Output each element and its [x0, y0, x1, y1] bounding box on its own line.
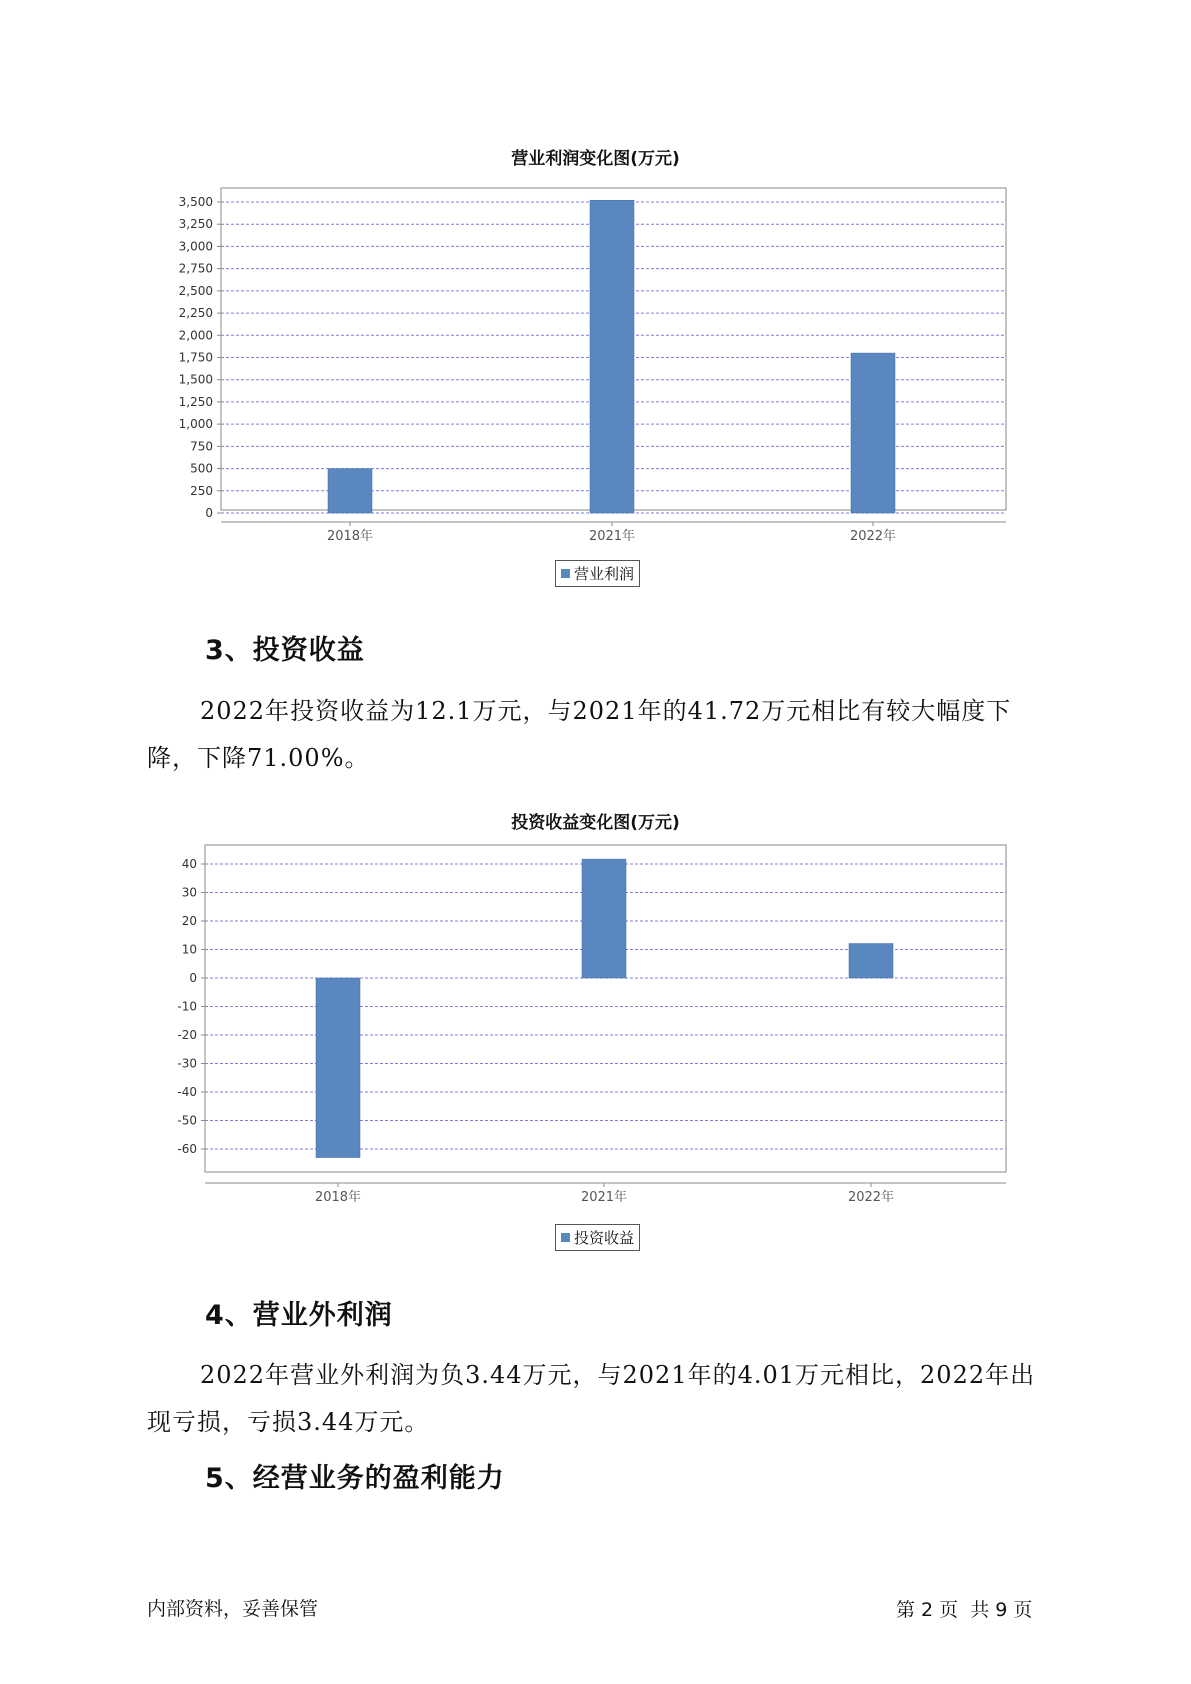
bar-2018年 — [328, 469, 372, 513]
chart2-title: 投资收益变化图(万元) — [511, 813, 680, 833]
bar-2022年 — [851, 353, 895, 513]
footer-confidential: 内部资料，妥善保管 — [147, 1598, 319, 1620]
y-tick-label: 250 — [190, 483, 213, 498]
chart1-legend — [555, 560, 640, 587]
y-tick-label: 2,000 — [178, 328, 213, 343]
section-4-heading: 4、营业外利润 — [205, 1300, 393, 1331]
y-tick-label: 500 — [190, 461, 213, 476]
section-4-text: 2022年营业外利润为负3.44万元，与2021年的4.01万元相比，2022年出现亏损，亏损3.44万元。 — [147, 1361, 1036, 1436]
bar-2022年 — [849, 944, 893, 978]
section-5-heading: 5、经营业务的盈利能力 — [205, 1463, 505, 1494]
x-tick-label: 2021年 — [588, 529, 636, 544]
y-tick-label: -10 — [177, 999, 197, 1014]
y-tick-label: 20 — [181, 914, 197, 928]
y-tick-label: 40 — [181, 857, 197, 871]
y-tick-label: 1,750 — [178, 350, 213, 365]
section-3-paragraph — [147, 688, 1047, 782]
y-tick-label: 1,000 — [178, 417, 213, 432]
y-tick-label: -20 — [177, 1028, 197, 1042]
y-tick-label: 750 — [190, 439, 213, 454]
bar-2021年 — [590, 200, 634, 513]
chart1-title: 营业利润变化图(万元) — [511, 149, 680, 169]
chart2-legend — [555, 1224, 640, 1251]
y-tick-label: 3,500 — [178, 195, 213, 209]
y-tick-label: 2,250 — [178, 306, 213, 321]
y-tick-label: 0 — [205, 506, 213, 520]
y-tick-label: -60 — [177, 1142, 197, 1156]
section-3-text: 2022年投资收益为12.1万元，与2021年的41.72万元相比有较大幅度下降，下降71.00%。 — [147, 697, 1012, 772]
y-tick-label: 30 — [181, 885, 197, 900]
legend-swatch — [561, 1233, 570, 1242]
section-3-heading: 3、投资收益 — [205, 635, 365, 666]
x-tick-label: 2018年 — [326, 529, 374, 544]
legend-label: 投资收益 — [574, 1229, 635, 1247]
y-tick-label: 10 — [181, 942, 197, 957]
bar-2018年 — [316, 978, 360, 1158]
y-tick-label: -40 — [177, 1085, 197, 1099]
x-tick-label: 2018年 — [314, 1190, 362, 1205]
y-tick-label: 2,500 — [178, 283, 213, 298]
y-tick-label: 1,250 — [178, 394, 213, 409]
y-tick-label: 3,000 — [178, 239, 213, 254]
operating-profit-chart — [0, 180, 1191, 544]
y-tick-label: 2,750 — [178, 261, 213, 276]
section-4-paragraph — [147, 1352, 1047, 1446]
y-tick-label: 0 — [189, 971, 197, 985]
x-tick-label: 2022年 — [847, 1190, 895, 1205]
y-tick-label: -50 — [177, 1113, 197, 1128]
legend-label: 营业利润 — [574, 565, 635, 583]
y-tick-label: -30 — [177, 1056, 197, 1071]
footer-page-number: 第 2 页 共 9 页 — [896, 1599, 1033, 1621]
y-tick-label: 3,250 — [178, 217, 213, 232]
y-tick-label: 1,500 — [178, 372, 213, 387]
bar-2021年 — [582, 859, 626, 978]
x-tick-label: 2021年 — [580, 1190, 628, 1205]
legend-swatch — [561, 569, 570, 578]
investment-income-chart — [0, 845, 1191, 1215]
x-tick-label: 2022年 — [849, 529, 897, 544]
